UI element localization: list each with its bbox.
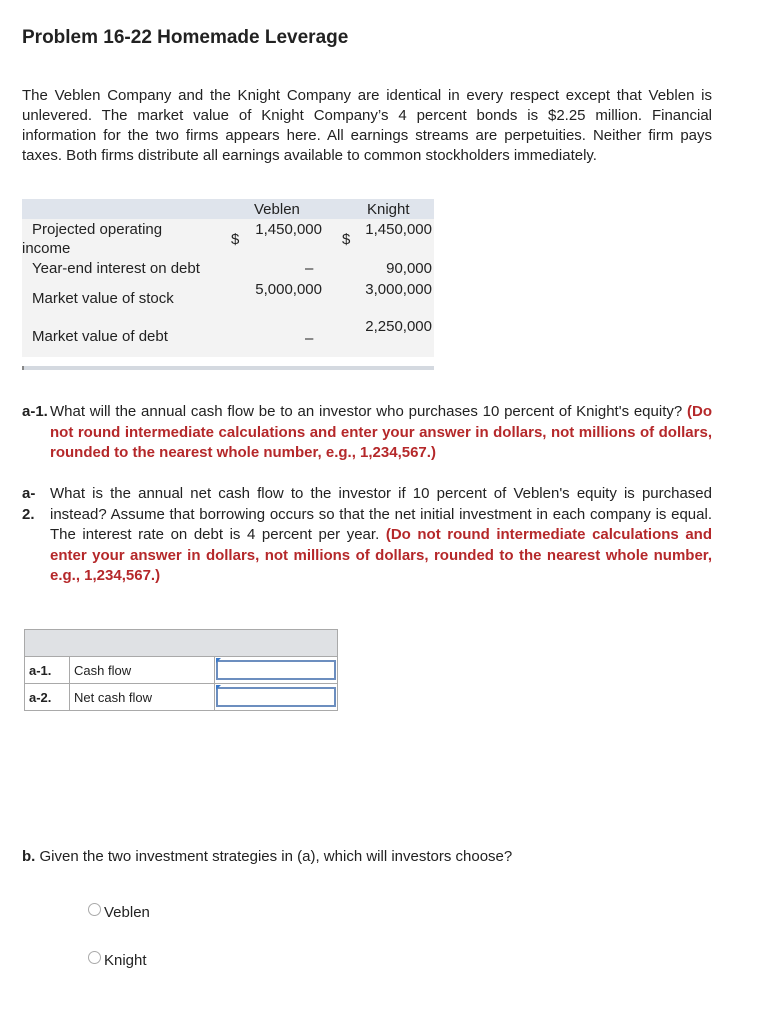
veblen-stock: 5,000,000 [255, 281, 322, 298]
option-knight-label[interactable]: Knight [104, 952, 147, 969]
question-a1-instruction: (Do not round intermediate calculations and enter your answer in dollars, not millions of dollars, rounded to the nearest whole number, e.g., 1,234,567.) [50, 403, 713, 461]
option-knight[interactable] [88, 952, 147, 969]
question-b-text: Given the two investment strategies in (a), which will investors choose? [39, 848, 513, 865]
veblen-operating-income: 1,450,000 [255, 221, 322, 238]
table-row [25, 684, 338, 711]
question-a1-label: a-1. [22, 403, 48, 420]
knight-operating-income: 1,450,000 [365, 221, 432, 238]
currency-symbol-knight: $ [342, 231, 351, 248]
question-a2-label-top: a- [22, 485, 36, 502]
row-label-operating-income-2: income [22, 240, 71, 257]
table-scrollbar[interactable] [22, 366, 434, 370]
question-a1-text: What will the annual cash flow be to an investor who purchases 10 percent of Knight's equity? [50, 403, 683, 420]
currency-symbol-veblen: $ [231, 231, 240, 248]
radio-knight[interactable] [88, 951, 101, 964]
knight-stock: 3,000,000 [365, 281, 432, 298]
input-marker-icon [216, 658, 221, 663]
row-label-operating-income-1: Projected operating [32, 221, 163, 238]
knight-debt: 2,250,000 [365, 318, 432, 335]
option-veblen[interactable] [88, 904, 150, 921]
question-a2-instruction: (Do not round intermediate calculations and enter your answer in dollars, not millions of dollars, rounded to the nearest whole number, e.g., 1,234,567.) [50, 526, 713, 584]
knight-interest: 90,000 [386, 260, 432, 277]
radio-veblen[interactable] [88, 903, 101, 916]
problem-intro: The Veblen Company and the Knight Company are identical in every respect except that Veblen is unlevered. The market value of Knight Company’s 4 percent bonds is $2.25 million. Financial information for the two firms appears here. All earnings streams are perpetuities. Neither firm pays taxes. Both firms distribute all earnings available to common stockholders immediately. [22, 87, 712, 164]
net-cash-flow-input[interactable] [216, 687, 336, 707]
option-veblen-label[interactable]: Veblen [104, 904, 150, 921]
input-marker-icon [216, 685, 221, 690]
row-label-stock: Market value of stock [32, 290, 174, 307]
question-b [22, 848, 512, 865]
header-veblen: Veblen [254, 201, 300, 218]
answer-row-label: a-2. [25, 684, 70, 711]
cash-flow-input[interactable] [216, 660, 336, 680]
table-row [25, 657, 338, 684]
header-knight: Knight [367, 201, 410, 218]
question-a2-label-bottom: 2. [22, 505, 35, 523]
question-a2 [22, 484, 712, 584]
answer-table [24, 629, 338, 711]
answer-table-header [25, 630, 338, 657]
answer-row-name: Net cash flow [70, 684, 215, 711]
veblen-interest: – [305, 260, 314, 277]
answer-row-label: a-1. [25, 657, 70, 684]
question-a2-text: What is the annual net cash flow to the investor if 10 percent of Veblen's equity is purchased instead? Assume that borrowing occurs so that the net initial investment in each company is equal. The interest rate on debt is 4 percent per year. [50, 485, 712, 543]
question-a1 [22, 402, 712, 484]
financial-info-table [22, 199, 434, 357]
row-label-interest: Year-end interest on debt [32, 260, 200, 277]
veblen-debt: – [305, 330, 314, 347]
question-b-label: b. [22, 848, 36, 865]
problem-title: Problem 16-22 Homemade Leverage [22, 27, 349, 48]
row-label-debt: Market value of debt [32, 328, 168, 345]
answer-row-name: Cash flow [70, 657, 215, 684]
